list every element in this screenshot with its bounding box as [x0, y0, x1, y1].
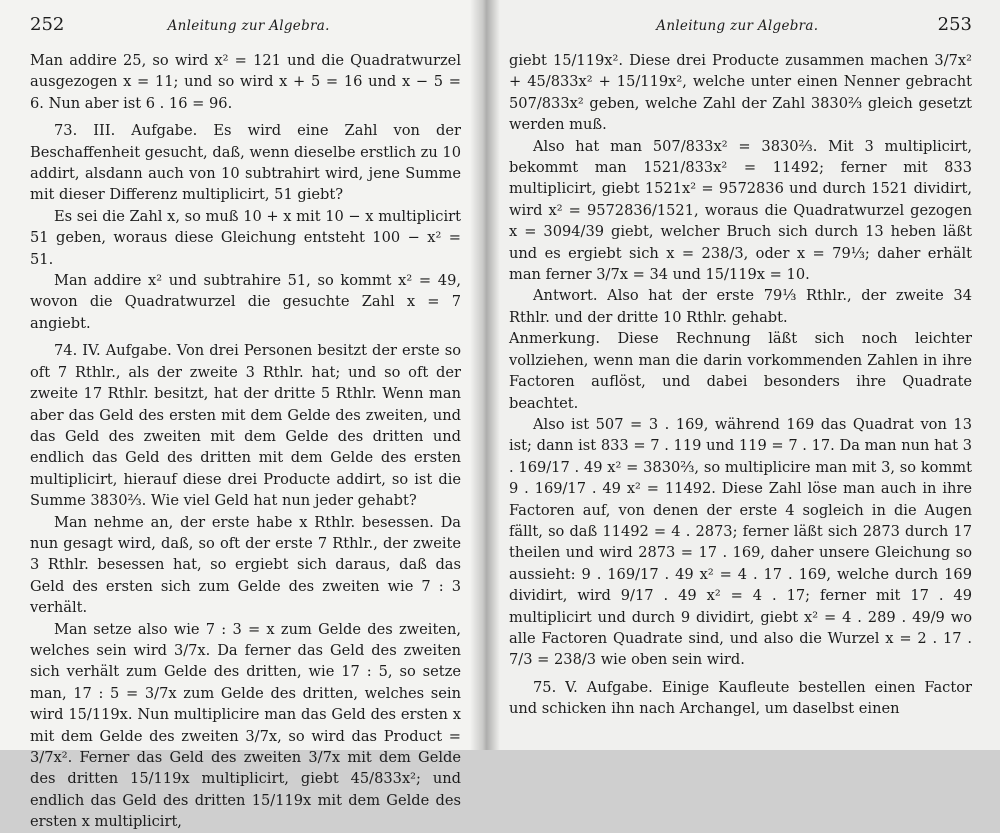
- paragraph: Es sei die Zahl x, so muß 10 + x mit 10 − x multiplicirt 51 geben, woraus diese Gleichung entsteht 100 − x² = 51.: [30, 207, 461, 268]
- paragraph: giebt 15/119x². Diese drei Producte zusammen machen 3/7x² + 45/833x² + 15/119x², welche unter einen Nenner gebracht 507/833x² geben, welche Zahl der Zahl 3830⅔ gleich gesetzt werden muß.: [509, 52, 972, 134]
- paragraph: Anmerkung. Diese Rechnung läßt sich noch leichter vollziehen, wenn man die darin vorkommenden Zahlen in ihre Factoren auflöst, und dabei besonders ihre Quadrate beachtet.: [509, 330, 972, 412]
- paragraph: Also ist 507 = 3 . 169, während 169 das Quadrat von 13 ist; dann ist 833 = 7 . 119 und 119 = 7 . 17. Da man nun hat 3 . 169/17 . 49 x² = 3830⅔, so multiplicire man mit 3, so kommt 9 . 169/17 . 49 x² = 11492. Diese Zahl löse man auch in ihre Factoren auf, von denen der erste 4 sogleich in die Augen fällt, so daß 11492 = 4 . 2873; ferner läßt sich 2873 durch 17 theilen und wird 2873 = 17 . 169, daher unsere Gleichung so aussieht: 9 . 169/17 . 49 x² = 4 . 17 . 169, welche durch 169 dividirt, wird 9/17 . 49 x² = 4 . 17; ferner mit 17 . 49 multiplicirt und durch 9 dividirt, giebt x² = 4 . 289 . 49/9 wo alle Factoren Quadrate sind, und also die Wurzel x = 2 . 17 . 7/3 = 238/3 wie oben sein wird.: [509, 415, 972, 669]
- page-number: 252: [30, 14, 65, 35]
- paragraph: 74. IV. Aufgabe. Von drei Personen besitzt der erste so oft 7 Rthlr., als der zweite 3 Rthlr. hat; und so oft der zweite 17 Rthlr. besitzt, hat der dritte 5 Rthlr. Wenn man aber das Geld des ersten mit dem Gelde des zweiten, und das Geld des zweiten mit dem Gelde des dritten und endlich das Geld des dritten mit dem Gelde des ersten multiplicirt, hierauf diese drei Producte addirt, so ist die Summe 3830⅔. Wie viel Geld hat nun jeder gehabt?: [30, 342, 461, 510]
- paragraph: 73. III. Aufgabe. Es wird eine Zahl von der Beschaffenheit gesucht, daß, wenn dieselbe erstlich zu 10 addirt, alsdann auch von 10 subtrahirt wird, jene Summe mit dieser Differenz multiplicirt, 51 giebt?: [30, 122, 461, 204]
- right-page: [483, 0, 1000, 750]
- running-title: Anleitung zur Algebra.: [167, 18, 330, 34]
- left-page: [0, 0, 483, 831]
- right-page-header: [509, 14, 972, 36]
- page-number: 253: [937, 14, 972, 35]
- paragraph: 75. V. Aufgabe. Einige Kaufleute bestellen einen Factor und schicken ihn nach Archangel, um daselbst einen: [509, 678, 972, 718]
- left-page-header: [30, 14, 461, 36]
- paragraph: Man nehme an, der erste habe x Rthlr. besessen. Da nun gesagt wird, daß, so oft der erste 7 Rthlr., der zweite 3 Rthlr. besessen hat, so ergiebt sich daraus, daß das Geld des ersten sich zum Gelde des zweiten wie 7 : 3 verhält.: [30, 513, 461, 617]
- running-title: Anleitung zur Algebra.: [656, 18, 819, 34]
- paragraph: Also hat man 507/833x² = 3830⅔. Mit 3 multiplicirt, bekommt man 1521/833x² = 11492; ferner mit 833 multiplicirt, giebt 1521x² = 9572836 und durch 1521 dividirt, wird x² = 9572836/1521, woraus die Quadratwurzel gezogen x = 3094/39 giebt, welcher Bruch sich durch 13 heben läßt und es ergiebt sich x = 238/3, oder x = 79⅓; daher erhält man ferner 3/7x = 34 und 15/119x = 10.: [509, 137, 972, 284]
- paragraph: Antwort. Also hat der erste 79⅓ Rthlr., der zweite 34 Rthlr. und der dritte 10 Rthlr. gehabt.: [509, 287, 972, 326]
- paragraph: Man addire 25, so wird x² = 121 und die Quadratwurzel ausgezogen x = 11; und so wird x + 5 = 16 und x − 5 = 6. Nun aber ist 6 . 16 = 96.: [30, 52, 461, 112]
- paragraph: Man addire x² und subtrahire 51, so kommt x² = 49, wovon die Quadratwurzel die gesuchte Zahl x = 7 angiebt.: [30, 272, 461, 332]
- paragraph: Man setze also wie 7 : 3 = x zum Gelde des zweiten, welches sein wird 3/7x. Da ferner das Geld des zweiten sich verhält zum Gelde des dritten, wie 17 : 5, so setze man, 17 : 5 = 3/7x zum Gelde des dritten, welches sein wird 15/119x. Nun multiplicire man das Geld des ersten x mit dem Gelde des zweiten 3/7x, so wird das Product = 3/7x². Ferner das Geld des zweiten 3/7x mit dem Gelde des dritten 15/119x multiplicirt, giebt 45/833x²; und endlich das Geld des dritten 15/119x mit dem Gelde des ersten x multiplicirt,: [30, 620, 461, 831]
